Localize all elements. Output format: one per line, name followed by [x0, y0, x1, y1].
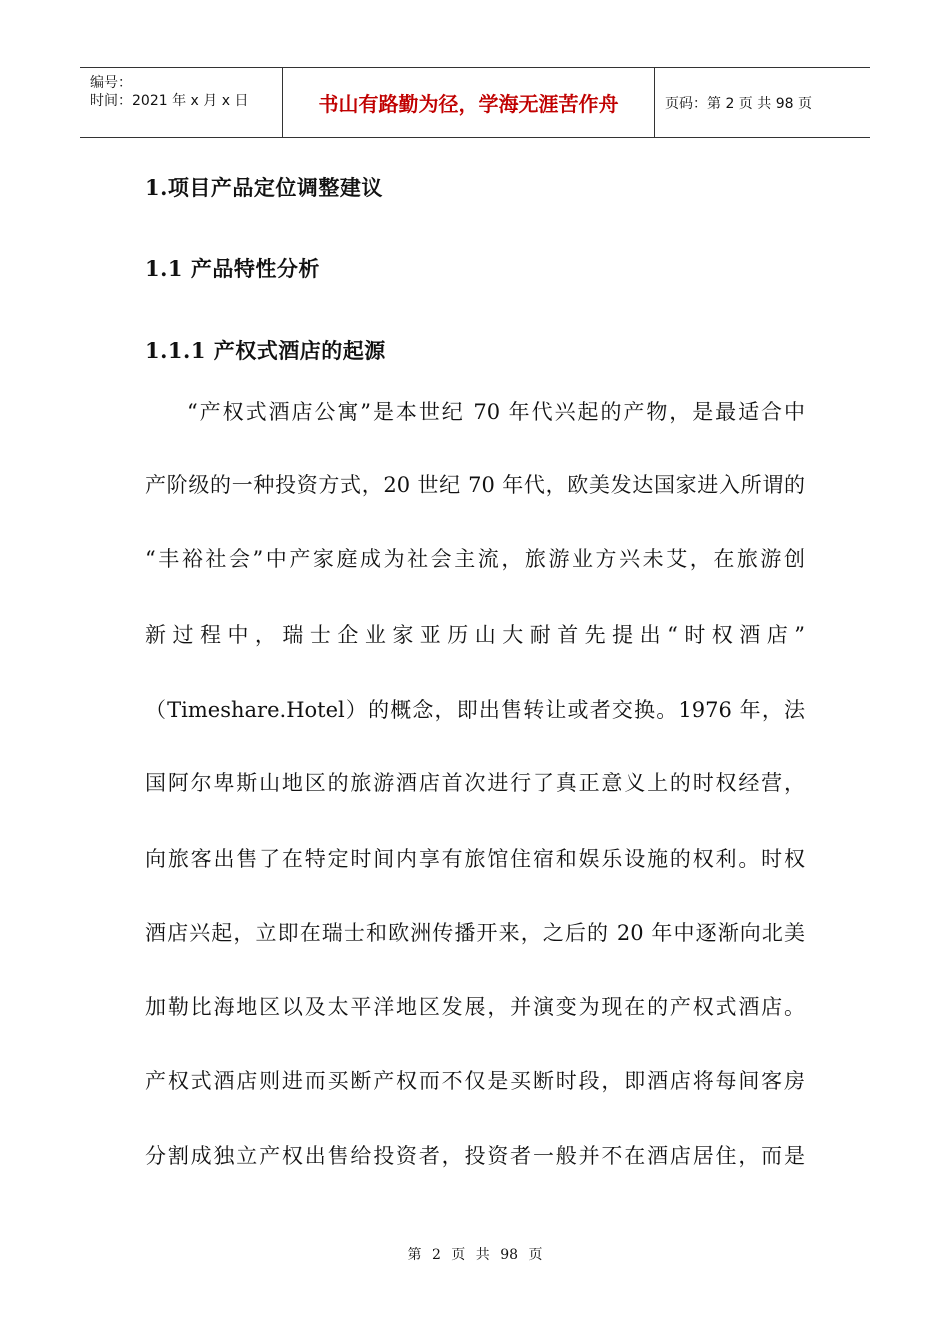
paragraph-line: “产权式酒店公寓”是本世纪 70 年代兴起的产物，是最适合中: [187, 400, 805, 424]
section-heading-1: 1.项目产品定位调整建议: [145, 175, 383, 200]
header-meta: [80, 68, 283, 137]
paragraph-line: “丰裕社会”中产家庭成为社会主流，旅游业方兴未艾，在旅游创: [145, 547, 805, 571]
paragraph-line: （Timeshare.Hotel）的概念，即出售转让或者交换。1976 年，法: [145, 698, 805, 722]
document-number-label: 编号：: [90, 75, 132, 91]
page-footer: 第 2 页 共 98 页: [407, 1247, 543, 1263]
header-page-info: 页码：第 2 页 共 98 页: [665, 95, 812, 112]
document-header: [80, 67, 870, 138]
paragraph-line: 国阿尔卑斯山地区的旅游酒店首次进行了真正意义上的时权经营，: [145, 771, 805, 795]
section-heading-1-1: 1.1 产品特性分析: [145, 256, 320, 281]
section-heading-1-1-1: 1.1.1 产权式酒店的起源: [145, 338, 386, 363]
paragraph-line: 酒店兴起，立即在瑞士和欧洲传播开来，之后的 20 年中逐渐向北美: [145, 921, 805, 945]
paragraph-line: 向旅客出售了在特定时间内享有旅馆住宿和娱乐设施的权利。时权: [145, 847, 805, 871]
document-time-label: 时间：2021 年 x 月 x 日: [90, 93, 249, 109]
paragraph-line: 新过程中，瑞士企业家亚历山大耐首先提出“时权酒店”: [145, 623, 805, 647]
paragraph-line: 产权式酒店则进而买断产权而不仅是买断时段，即酒店将每间客房: [145, 1069, 805, 1093]
paragraph-line: 产阶级的一种投资方式，20 世纪 70 年代，欧美发达国家进入所谓的: [145, 473, 805, 497]
paragraph-line: 加勒比海地区以及太平洋地区发展，并演变为现在的产权式酒店。: [145, 995, 805, 1019]
paragraph-line: 分割成独立产权出售给投资者，投资者一般并不在酒店居住，而是: [145, 1144, 805, 1168]
header-motto: 书山有路勤为径，学海无涯苦作舟: [283, 68, 655, 137]
